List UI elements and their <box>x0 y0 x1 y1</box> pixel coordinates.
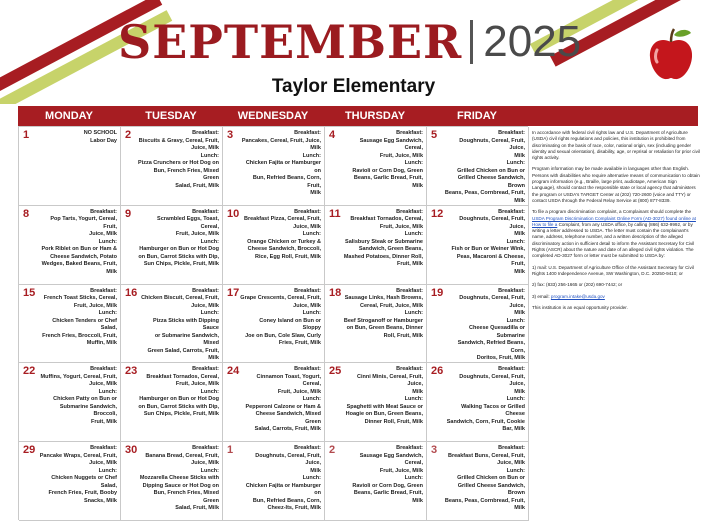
menu-line: Fruit, Juice, Milk <box>379 152 423 159</box>
menu-line: Milk <box>310 190 321 196</box>
calendar-day-cell <box>325 363 427 442</box>
menu-text <box>240 209 321 262</box>
menu-line: Fruit, Juice, Milk <box>277 388 321 395</box>
menu-text <box>342 445 423 505</box>
menu-text <box>138 209 219 269</box>
menu-line: Milk <box>514 505 525 512</box>
menu-text <box>240 445 321 513</box>
day-number: 16 <box>125 286 138 299</box>
menu-line: Breakfast: <box>294 366 321 373</box>
calendar-day-cell <box>325 127 427 206</box>
menu-line: Fries, Fruit, Milk <box>278 340 321 347</box>
day-number: 30 <box>125 444 138 457</box>
calendar-day-cell <box>19 206 121 285</box>
menu-line: Breakfast: <box>498 130 525 136</box>
day-number: 22 <box>23 365 36 378</box>
calendar-day-cell <box>325 206 427 285</box>
menu-line: Lunch: <box>98 238 117 245</box>
menu-line: Milk <box>514 268 525 275</box>
calendar-day-cell <box>19 363 121 442</box>
day-number: 10 <box>227 207 240 220</box>
menu-line: Juice, Milk <box>89 231 117 238</box>
menu-line: Rice, Egg Roll, Fruit, Milk <box>254 253 321 260</box>
menu-line: Doritos, Fruit, Milk <box>476 355 525 362</box>
complaint-form-link[interactable]: USDA Program Discrimination Complaint Online Form (AD-3027) found online at How to file a <box>532 215 696 227</box>
menu-line: Fruit, Milk <box>91 418 117 425</box>
menu-line: Walking Tacos or Grilled Cheese <box>461 403 525 418</box>
menu-text <box>240 288 321 348</box>
menu-line: Juice, Milk <box>89 381 117 388</box>
menu-line: Breakfast: <box>294 130 321 136</box>
menu-line: Fruit, Juice, Milk <box>73 302 117 309</box>
day-number: 8 <box>23 207 30 220</box>
menu-line: Ravioli or Corn Dog, Green <box>352 167 423 174</box>
menu-line: Breakfast: <box>396 208 423 215</box>
menu-line: Sun Chips, Pickle, Fruit, Milk <box>143 411 219 418</box>
day-number: 9 <box>125 207 132 220</box>
menu-line: Lunch: <box>506 317 525 324</box>
menu-line: Cereal, Fruit, Juice, Milk <box>360 302 423 309</box>
menu-line: Lunch: <box>200 310 219 317</box>
menu-line: Cheese Sandwich, Mixed Green <box>255 411 321 425</box>
menu-text <box>138 130 219 190</box>
day-number: 15 <box>23 286 36 299</box>
menu-line: Grilled Chicken on Bun or <box>457 475 525 482</box>
calendar-day-cell <box>121 363 223 442</box>
menu-line: Milk <box>514 231 525 238</box>
weekday-tuesday: TUESDAY <box>145 110 197 122</box>
menu-line: Breakfast Pizza, Cereal, Fruit, <box>243 216 321 223</box>
menu-line: Lunch: <box>404 475 423 482</box>
day-number: 24 <box>227 365 240 378</box>
menu-line: Breakfast: <box>192 287 219 294</box>
menu-text <box>138 288 219 363</box>
menu-line: Cinni Minis, Cereal, Fruit, Juice, <box>356 373 423 388</box>
menu-text <box>444 445 525 513</box>
menu-line: Juice, Milk <box>191 302 219 309</box>
menu-line: Breakfast: <box>498 366 525 373</box>
calendar-header <box>0 0 707 104</box>
menu-line: Lunch: <box>404 310 423 317</box>
calendar-day-cell <box>223 363 325 442</box>
calendar-day-cell <box>427 127 529 206</box>
menu-line: Bun, Refried Beans, Corn, Fruit, <box>252 175 321 189</box>
menu-line: Pancakes, Cereal, Fruit, Juice, <box>241 137 321 144</box>
notice-text: Complaint, from any USDA office, by calling (866) 632-9992, or by writing a letter addressed to USDA. The letter must contain the complainant's name, address, telephone number, and a written description of the alleged discriminatory action in sufficient detail to inform the Assistant Secretary for Civil Rights (ASCR) about the nature and date of an alleged civil rights violation. The completed AD-3027 form or letter must be submitted to USDA by: <box>532 221 695 259</box>
menu-line: Breakfast: <box>192 130 219 136</box>
menu-line: Fruit, Juice, Milk <box>379 467 423 474</box>
notice-paragraph: Program information may be made available in languages other than English. Persons with disabilities who require alternative means of communication to obtain program information (e.g., Braille, large print, audiotape, American Sign Language), should contact the responsible state or local agency that administers the program or USDA's TARGET Center at (202) 720-2600 (voice and TTY) or contact USDA through the Federal Relay Service at (800) 877-8339. <box>532 166 700 203</box>
menu-line: Biscuits & Gravy, Cereal, Fruit, <box>138 137 219 144</box>
menu-line: Cheese Sandwich, Broccoli, <box>247 246 321 253</box>
menu-line: Breakfast: <box>90 287 117 294</box>
menu-line: Breakfast: <box>294 445 321 452</box>
menu-line: Pizza Crunchers or Hot Dog on <box>138 160 219 166</box>
calendar-day-cell <box>223 206 325 285</box>
title-row <box>118 14 581 70</box>
menu-text <box>36 130 117 145</box>
menu-line: Fruit, Juice, Milk <box>175 231 219 238</box>
calendar-day-cell <box>121 127 223 206</box>
menu-line: Chicken Tenders or Chef Salad, <box>52 317 117 332</box>
menu-line: Cinnamon Toast, Yogurt, Cereal, <box>256 373 321 388</box>
menu-line: Breakfast: <box>90 208 117 215</box>
nondiscrimination-notice <box>532 130 700 520</box>
calendar-day-cell <box>427 285 529 364</box>
menu-line: Mashed Potatoes, Dinner Roll, <box>343 253 423 260</box>
menu-line: Breakfast: <box>396 130 423 136</box>
day-number: 18 <box>329 286 342 299</box>
menu-line: Roll, Fruit, Milk <box>383 332 423 339</box>
calendar-day-cell <box>19 285 121 364</box>
day-number: 1 <box>227 444 234 457</box>
menu-line: Grilled Cheese Sandwich, Brown <box>457 175 525 189</box>
menu-line: Sandwich, Corn, Fruit, Cookie <box>446 418 525 425</box>
header-bar-extension <box>528 106 698 126</box>
menu-line: Joe on Bun, Cole Slaw, Curly <box>245 332 321 339</box>
menu-line: Breakfast: <box>498 208 525 215</box>
menu-line: Breakfast Buns, Cereal, Fruit, <box>447 452 525 459</box>
menu-line: Lunch: <box>98 467 117 474</box>
menu-line: Pork Riblet on Bun or Ham & <box>41 246 117 253</box>
menu-line: Submarine Sandwich, Broccoli, <box>59 403 117 418</box>
menu-line: Milk <box>106 268 117 275</box>
menu-line: Green Salad, Carrots, Fruit, Milk <box>147 347 219 362</box>
menu-line: Dinner Roll, Fruit, Milk <box>364 418 423 425</box>
weekday-thursday: THURSDAY <box>344 110 406 122</box>
day-number: 17 <box>227 286 240 299</box>
menu-line: Grape Crescents, Cereal, Fruit, <box>240 295 321 302</box>
day-number: 4 <box>329 129 336 141</box>
notice-paragraph: This institution is an equal opportunity provider. <box>532 304 628 310</box>
menu-text <box>342 288 423 341</box>
weekday-monday: MONDAY <box>45 110 93 122</box>
menu-line: Breakfast: <box>396 445 423 452</box>
weekday-wednesday: WEDNESDAY <box>237 110 309 122</box>
menu-line: Scrambled Eggs, Toast, Cereal, <box>157 216 219 230</box>
menu-line: Juice, Milk <box>497 460 525 467</box>
calendar-day-cell <box>427 442 529 521</box>
menu-line: Fruit, Milk <box>397 261 423 268</box>
menu-line: Lunch: <box>506 467 525 474</box>
menu-line: Lunch: <box>404 160 423 166</box>
menu-line: Lunch: <box>98 310 117 317</box>
menu-line: Coney Island on Bun or Sloppy <box>259 317 321 332</box>
menu-text <box>36 445 117 505</box>
weekday-friday: FRIDAY <box>457 110 497 122</box>
menu-line: Cheese Sandwich, Potato <box>50 253 117 260</box>
menu-line: Grilled Chicken on Bun or <box>457 167 525 174</box>
calendar-day-cell <box>427 206 529 285</box>
menu-line: Breakfast Tornados, Cereal, <box>146 373 219 380</box>
calendar-day-cell <box>223 285 325 364</box>
menu-line: Salad, Fruit, Milk <box>175 505 219 512</box>
menu-line: on Bun, Green Beans, Dinner <box>346 325 423 332</box>
menu-line: Lunch: <box>200 238 219 245</box>
menu-line: Breakfast: <box>192 208 219 215</box>
menu-text <box>240 130 321 198</box>
menu-line: Juice, Milk <box>89 460 117 467</box>
menu-text <box>444 209 525 277</box>
notice-paragraph: 2) fax: (833) 256-1665 or (202) 690-7442; or <box>532 282 623 288</box>
menu-line: Milk <box>514 152 525 159</box>
notice-paragraph <box>532 209 700 259</box>
menu-line: Sandwich, Green Beans, <box>358 246 423 253</box>
menu-line: Beans, Garlic Bread, Fruit, Milk <box>353 490 423 504</box>
menu-line: Wedges, Baked Beans, Fruit, <box>41 261 117 268</box>
menu-line: Hamburger on Bun or Hot Dog <box>139 396 219 403</box>
menu-line: Milk <box>514 310 525 317</box>
menu-line: Banana Bread, Cereal, Fruit, <box>145 452 219 459</box>
menu-line: Lunch: <box>302 396 321 403</box>
day-number: 3 <box>227 129 234 141</box>
menu-text <box>36 366 117 426</box>
menu-text <box>444 288 525 363</box>
menu-line: Sausage Egg Sandwich, Cereal, <box>359 137 423 151</box>
menu-text <box>240 366 321 434</box>
menu-line: Breakfast: <box>90 366 117 373</box>
menu-line: Hamburger on Bun or Hot Dog <box>139 246 219 253</box>
menu-line: Pizza Sticks with Dipping Sauce <box>152 317 219 332</box>
calendar-day-cell <box>19 442 121 521</box>
menu-line: Breakfast: <box>498 445 525 452</box>
menu-line: Dipping Sauce or Hot Dog on <box>142 482 219 489</box>
day-number: 12 <box>431 207 444 220</box>
menu-line: Lunch: <box>404 396 423 403</box>
day-number: 1 <box>23 129 30 141</box>
menu-line: Milk <box>514 388 525 395</box>
menu-line: Breakfast: <box>192 366 219 373</box>
day-number: 2 <box>125 129 132 141</box>
menu-line: Lunch: <box>302 475 321 482</box>
menu-text <box>138 366 219 419</box>
menu-line: Ravioli or Corn Dog, Green <box>352 482 423 489</box>
menu-line: Pepperoni Calzone or Ham & <box>245 403 321 410</box>
calendar-day-cell <box>427 363 529 442</box>
menu-line: Lunch: <box>200 467 219 474</box>
menu-line: Doughnuts, Cereal, Fruit, Juice, <box>459 295 525 309</box>
day-number: 29 <box>23 444 36 457</box>
menu-line: Sun Chips, Pickle, Fruit, Milk <box>143 261 219 268</box>
menu-line: Beans, Peas, Cornbread, Fruit, <box>444 497 525 504</box>
menu-line: Lunch: <box>404 231 423 238</box>
menu-line: Breakfast: <box>90 445 117 452</box>
menu-line: Juice, Milk <box>191 460 219 467</box>
menu-text <box>36 288 117 348</box>
menu-line: Breakfast: <box>396 287 423 294</box>
menu-line: Bun, Refried Beans, Corn, <box>252 497 321 504</box>
menu-line: Juice, Milk <box>293 302 321 309</box>
menu-line: Grilled Cheese Sandwich, Brown <box>457 482 525 497</box>
menu-line: Chicken Biscuit, Cereal, Fruit, <box>141 295 219 302</box>
menu-line: Beans, Garlic Bread, Fruit, Milk <box>353 175 423 189</box>
apple-icon <box>645 26 697 82</box>
menu-line: Juice, Milk <box>293 223 321 230</box>
calendar-day-cell <box>121 442 223 521</box>
menu-line: Breakfast Tornados, Cereal, <box>350 216 423 223</box>
menu-line: Sausage Links, Hash Browns, <box>344 295 423 302</box>
menu-line: Lunch: <box>98 388 117 395</box>
calendar-day-cell <box>121 206 223 285</box>
menu-line: Cheese Quesadilla or Submarine <box>469 325 525 339</box>
menu-line: Chicken Fajita or Hamburger on <box>245 160 321 174</box>
email-link[interactable]: program.intake@usda.gov <box>550 293 605 299</box>
menu-line: on Bun, Carrot Sticks with Dip, <box>138 253 219 260</box>
menu-line: Sausage Egg Sandwich, Cereal, <box>359 452 423 467</box>
menu-line: Fruit, Juice, Milk <box>379 223 423 230</box>
menu-line: Lunch: <box>506 238 525 245</box>
title-divider <box>470 20 473 64</box>
notice-text: 3) email: <box>532 293 550 299</box>
menu-line: Muffin, Milk <box>86 340 117 347</box>
menu-text <box>342 209 423 269</box>
menu-line: Cheez-Its, Fruit, Milk <box>267 505 321 512</box>
menu-line: Muffins, Yogurt, Cereal, Fruit, <box>40 373 117 380</box>
menu-line: Breakfast: <box>294 287 321 294</box>
notice-text: To file a program discrimination complaint, a Complainant should complete the <box>532 209 692 215</box>
menu-line: Peas, Macaroni & Cheese, Fruit, <box>456 253 525 268</box>
notice-paragraph <box>532 294 700 300</box>
menu-line: Chicken Patty on Bun or <box>53 396 117 403</box>
day-number: 11 <box>329 207 341 220</box>
menu-line: Labor Day <box>90 137 117 144</box>
menu-line: Chicken Fajita or Hamburger on <box>245 482 321 497</box>
menu-line: Chicken Nuggets or Chef Salad, <box>51 475 117 489</box>
day-number: 25 <box>329 365 342 378</box>
menu-line: Fish or Bun or Weiner Wink, <box>451 246 525 253</box>
notice-paragraph: In accordance with federal civil rights law and U.S. Department of Agriculture (USDA) civil rights regulations and policies, this institution is prohibited from discriminating on the basis of race, color, national origin, sex (including gender identity and sexual orientation), disability, age, or reprisal or retaliation for prior civil rights activity. <box>532 130 700 161</box>
menu-line: Bun, French Fries, Mixed Green <box>153 167 219 181</box>
menu-line: French Toast Sticks, Cereal, <box>43 295 117 302</box>
day-number: 5 <box>431 129 438 141</box>
menu-line: Hoagie on Bun, Green Beans, <box>345 411 423 418</box>
menu-line: Salad, Carrots, Fruit, Milk <box>254 426 321 433</box>
menu-line: Lunch: <box>506 160 525 166</box>
menu-line: Lunch: <box>200 152 219 159</box>
day-number: 26 <box>431 365 444 378</box>
menu-line: Lunch: <box>302 310 321 317</box>
calendar-day-cell <box>325 285 427 364</box>
menu-line: Salad, Fruit, Milk <box>175 182 219 189</box>
menu-line: on Bun, Carrot Sticks with Dip, <box>138 403 219 410</box>
menu-line: or Submarine Sandwich, Mixed <box>154 332 219 347</box>
menu-line: Doughnuts, Cereal, Fruit, Juice, <box>459 137 525 151</box>
menu-line: Doughnuts, Cereal, Fruit, Juice, <box>459 216 525 230</box>
menu-line: Breakfast: <box>294 208 321 215</box>
menu-line: Lunch: <box>302 231 321 238</box>
menu-line: Spaghetti with Meat Sauce or <box>346 403 423 410</box>
menu-line: Doughnuts, Cereal, Fruit, Juice, <box>459 373 525 388</box>
month-title: SEPTEMBER <box>118 15 463 69</box>
calendar-day-cell <box>223 442 325 521</box>
menu-text <box>444 130 525 205</box>
menu-line: Fruit, Juice, Milk <box>175 381 219 388</box>
menu-line: Mozzarella Cheese Sticks with <box>139 475 219 482</box>
menu-line: Breakfast: <box>498 287 525 294</box>
menu-text <box>36 209 117 277</box>
menu-line: Bar, Milk <box>502 426 525 433</box>
menu-line: Milk <box>514 197 525 204</box>
menu-line: Juice, Milk <box>191 145 219 151</box>
menu-line: Orange Chicken or Turkey & <box>247 238 321 245</box>
menu-line: Lunch: <box>302 152 321 159</box>
menu-line: Milk <box>310 467 321 474</box>
day-number: 3 <box>431 444 438 457</box>
menu-line: Beans, Peas, Cornbread, Fruit, <box>444 190 525 196</box>
menu-line: Breakfast: <box>192 445 219 452</box>
menu-text <box>342 130 423 190</box>
calendar-day-cell <box>121 285 223 364</box>
menu-line: Lunch: <box>200 388 219 395</box>
school-name: Taylor Elementary <box>271 76 436 97</box>
calendar-day-cell <box>325 442 427 521</box>
menu-line: Snacks, Milk <box>83 497 117 504</box>
menu-line: French Fries, Broccoli, Fruit, <box>42 332 117 339</box>
year-title: 2025 <box>483 17 582 66</box>
menu-line: NO SCHOOL <box>83 130 117 136</box>
day-number: 19 <box>431 286 444 299</box>
menu-line: Salisbury Steak or Submarine <box>345 238 423 245</box>
calendar-grid <box>18 126 528 520</box>
menu-line: Pop Tarts, Yogurt, Cereal, Fruit, <box>50 216 117 230</box>
day-number: 2 <box>329 444 336 457</box>
menu-line: French Fries, Fruit, Booby <box>48 490 117 497</box>
menu-text <box>138 445 219 513</box>
calendar-day-cell <box>223 127 325 206</box>
menu-line: Pancake Wraps, Cereal, Fruit, <box>39 452 117 459</box>
menu-line: Sandwich, Refried Beans, Corn, <box>457 340 525 354</box>
notice-paragraph: 1) mail: U.S. Department of Agriculture Office of the Assistant Secretary for Civil Rights 1400 Independence Avenue, SW Washington, D.C. 20250-9410; or <box>532 264 694 276</box>
menu-line: Milk <box>310 145 321 151</box>
menu-line: Milk <box>412 388 423 395</box>
menu-text <box>444 366 525 434</box>
menu-line: Breakfast: <box>396 366 423 373</box>
menu-text <box>342 366 423 426</box>
menu-line: Lunch: <box>506 396 525 403</box>
menu-line: Bun, French Fries, Mixed Green <box>153 490 219 504</box>
calendar-day-cell <box>19 127 121 206</box>
menu-line: Beef Stroganoff or Hamburger <box>343 317 423 324</box>
day-number: 23 <box>125 365 138 378</box>
weekday-header-bar <box>18 106 528 126</box>
menu-line: Doughnuts, Cereal, Fruit, Juice, <box>255 452 321 467</box>
